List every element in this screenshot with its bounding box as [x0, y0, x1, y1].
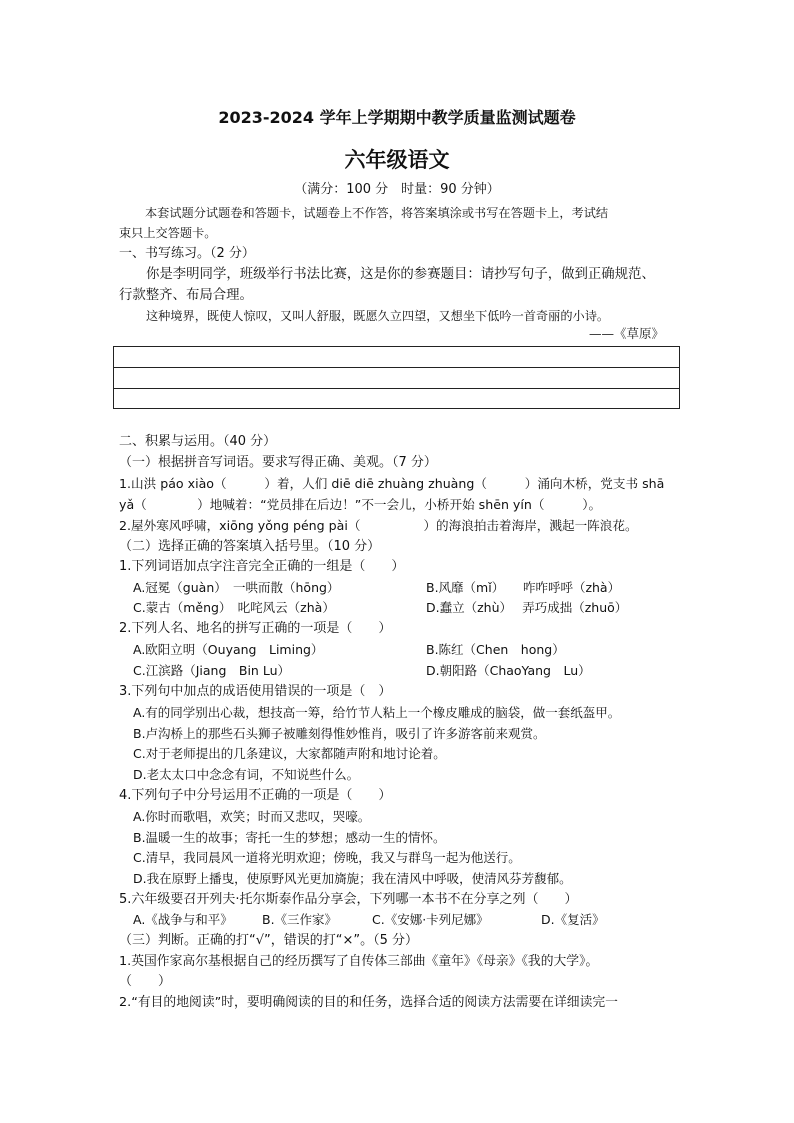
part-3-heading: （三）判断。正确的打“√”，错误的打“×”。（5 分） [119, 933, 419, 948]
part-1-heading: （一）根据拼音写词语。要求写得正确、美观。（7 分） [119, 455, 437, 470]
q2-option-c: C.江滨路（Jiang Bin Lu） [133, 663, 290, 678]
q1-option-a: A.冠冕（guàn） 一哄而散（hōng） [133, 580, 340, 595]
q2-option-a: A.欧阳立明（Ouyang Liming） [133, 642, 324, 657]
q4-stem: 4.下列句子中分号运用不正确的一项是（ ） [119, 788, 392, 803]
q5-stem: 5.六年级要召开列夫·托尔斯泰作品分享会，下列哪一本书不在分享之列（ ） [119, 892, 578, 907]
pinyin-line-1: 1.山洪 páo xiào（ ）着，人们 diē diē zhuàng zhuàng（ ）涌向木桥，党支书 shā [119, 476, 665, 491]
writing-grid-rule [114, 388, 679, 389]
q1-option-d: D.蠢立（zhù） 弄巧成拙（zhuō） [426, 600, 628, 615]
copy-quote: 这种境界，既使人惊叹，又叫人舒服，既愿久立四望，又想坐下低吟一首奇丽的小诗。 [146, 309, 610, 323]
judge-1-bracket: （ ） [119, 974, 172, 989]
judge-2: 2.“有目的地阅读”时，要明确阅读的目的和任务，选择合适的阅读方法需要在详细读完一 [119, 995, 618, 1010]
q3-stem: 3.下列句中加点的成语使用错误的一项是（ ） [119, 684, 392, 699]
part-2-heading: （二）选择正确的答案填入括号里。（10 分） [119, 539, 381, 554]
subject-title: 六年级语文 [344, 148, 450, 172]
q3-option-c: C.对于老师提出的几条建议，大家都随声附和地讨论着。 [133, 746, 446, 761]
q2-option-d: D.朝阳路（ChaoYang Lu） [426, 663, 591, 678]
q2-option-b: B.陈红（Chen hong） [426, 642, 565, 657]
section-2-heading: 二、积累与运用。（40 分） [119, 434, 277, 449]
section-1-intro-1: 你是李明同学，班级举行书法比赛，这是你的参赛题目：请抄写句子，做到正确规范、 [146, 267, 655, 282]
q5-option-b: B.《三作家》 [262, 912, 338, 927]
q5-option-d: D.《复活》 [541, 912, 605, 927]
q5-option-a: A.《战争与和平》 [133, 912, 233, 927]
q3-option-d: D.老太太口中念念有词，不知说些什么。 [133, 767, 360, 782]
q4-option-d: D.我在原野上播曳，使原野风光更加旖旎；我在清风中呼吸，使清风芬芳馥郁。 [133, 871, 572, 886]
notice-line-1: 本套试题分试题卷和答题卡，试题卷上不作答，将答案填涂或书写在答题卡上，考试结 [145, 206, 609, 220]
q1-option-c: C.蒙古（měng） 叱咤风云（zhà） [133, 600, 335, 615]
notice-line-2: 束只上交答题卡。 [119, 226, 217, 240]
q1-option-b: B.风靡（mǐ） 咋咋呼呼（zhà） [426, 580, 621, 595]
section-1-intro-2: 行款整齐、布局合理。 [119, 288, 253, 303]
q4-option-c: C.清早，我同晨风一道将光明欢迎；傍晚，我又与群鸟一起为他送行。 [133, 850, 521, 865]
q5-option-c: C.《安娜·卡列尼娜》 [372, 912, 489, 927]
writing-grid[interactable] [113, 346, 680, 409]
q4-option-b: B.温暖一生的故事；寄托一生的梦想；感动一生的情怀。 [133, 830, 446, 845]
quote-source: ——《草原》 [589, 326, 665, 341]
exam-meta: （满分：100 分 时量：90 分钟） [294, 182, 500, 197]
q3-option-b: B.卢沟桥上的那些石头狮子被雕刻得惟妙惟肖，吸引了许多游客前来观赏。 [133, 726, 546, 741]
q2-stem: 2.下列人名、地名的拼写正确的一项是（ ） [119, 621, 392, 636]
pinyin-line-2: yǎ（ ）地喊着：“党员排在后边！”不一会儿，小桥开始 shēn yín（ ）。 [119, 497, 602, 512]
section-1-heading: 一、书写练习。（2 分） [119, 246, 255, 261]
q1-stem: 1.下列词语加点字注音完全正确的一组是（ ） [119, 559, 405, 574]
exam-title: 2023-2024 学年上学期期中教学质量监测试题卷 [218, 108, 576, 127]
q3-option-a: A.有的同学别出心裁，想技高一筹，给竹节人粘上一个橡皮雕成的脑袋，做一套纸盔甲。 [133, 705, 621, 720]
writing-grid-rule [114, 367, 679, 368]
q4-option-a: A.你时而歌唱，欢笑；时而又悲叹，哭嚎。 [133, 809, 371, 824]
judge-1: 1.英国作家高尔基根据自己的经历撰写了自传体三部曲《童年》《母亲》《我的大学》。 [119, 954, 599, 969]
pinyin-line-3: 2.屋外寒风呼啸，xiōng yǒng péng pài（ ）的海浪拍击着海岸，溅起一阵浪花。 [119, 518, 638, 533]
